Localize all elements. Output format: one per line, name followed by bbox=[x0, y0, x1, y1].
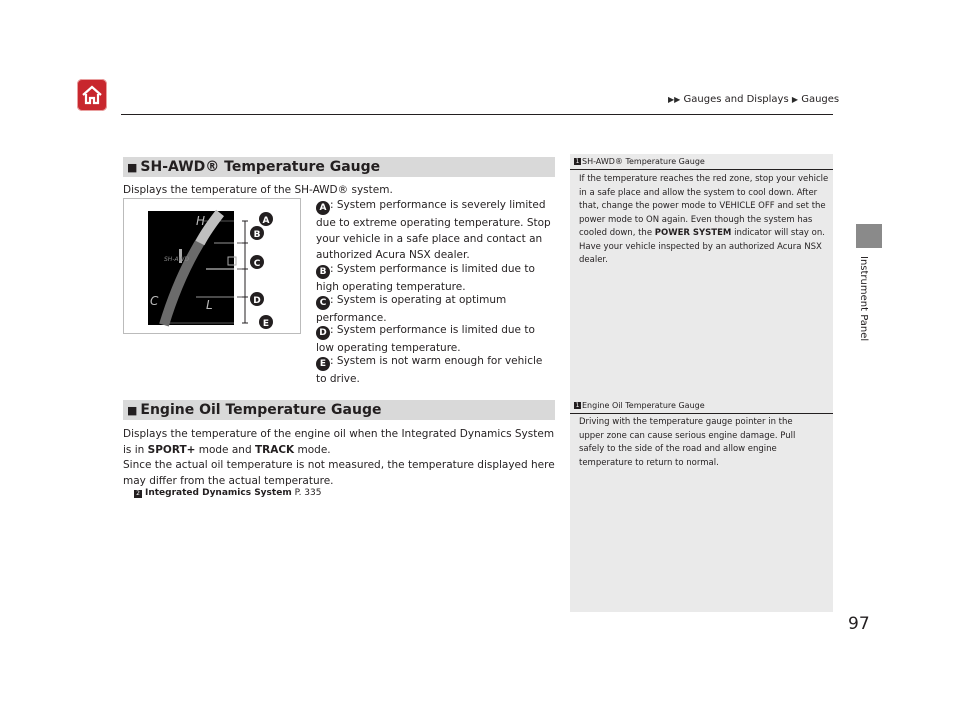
xref-page: P. 335 bbox=[291, 488, 322, 498]
breadcrumb-arrow-icon: ▶▶ bbox=[668, 95, 681, 104]
mode-name: TRACK bbox=[254, 444, 295, 456]
label-d-badge: D bbox=[316, 326, 330, 340]
note-text: If the temperature reaches the red zone, stop your vehicle in a safe place and allow the system to cool down. After that, change the power mode to VEHICLE OFF and set the power mode to ON again. Even though the system has cooled down, the bbox=[579, 174, 829, 238]
note-title bbox=[574, 157, 705, 166]
cross-reference-link[interactable] bbox=[134, 488, 322, 498]
mode-name: SPORT+ bbox=[147, 444, 196, 456]
note-title bbox=[574, 401, 705, 410]
list-item bbox=[316, 322, 556, 356]
note-rule bbox=[570, 169, 833, 170]
list-item bbox=[316, 292, 556, 326]
item-text: : System is not warm enough for vehicle to drive. bbox=[316, 355, 543, 385]
label-c-badge: C bbox=[316, 296, 330, 310]
item-text: : System performance is severely limited due to extreme operating temperature. Stop your vehicle in a safe place and contact an authorized Acura NSX dealer. bbox=[316, 199, 551, 261]
breadcrumb-arrow-icon: ▶ bbox=[791, 95, 799, 104]
gauge-graphic bbox=[124, 199, 302, 335]
note-body bbox=[579, 173, 829, 268]
list-item bbox=[316, 261, 556, 295]
note-icon: 1 bbox=[575, 402, 580, 409]
note-text: indicator will stay on. Have your vehicle inspected by an authorized Acura NSX dealer. bbox=[579, 228, 825, 265]
label-e-badge: E bbox=[316, 357, 330, 371]
cross-reference-icon: 2 bbox=[134, 490, 142, 498]
paragraph-text: mode. bbox=[294, 444, 331, 456]
gauge-low-label: L bbox=[206, 298, 213, 312]
svg-text:A: A bbox=[262, 216, 270, 226]
gauge-hot-label: H bbox=[196, 214, 206, 228]
section-title: SH-AWD® Temperature Gauge bbox=[140, 159, 381, 175]
page-number: 97 bbox=[848, 614, 870, 634]
section-heading bbox=[123, 400, 555, 420]
svg-text:D: D bbox=[253, 296, 261, 306]
note-icon: 1 bbox=[575, 158, 580, 165]
svg-text:SH-AWD: SH-AWD bbox=[164, 256, 190, 263]
note-title-text: Engine Oil Temperature Gauge bbox=[582, 401, 705, 410]
paragraph-text: Displays the temperature of the engine oil when the Integrated Dynamics System is in bbox=[123, 428, 555, 456]
section-heading bbox=[123, 157, 555, 177]
svg-text:E: E bbox=[262, 319, 270, 329]
paragraph-text: mode and bbox=[195, 444, 255, 456]
chapter-tab[interactable] bbox=[856, 224, 882, 248]
home-button[interactable] bbox=[77, 79, 107, 111]
gauge-cold-label: C bbox=[150, 294, 159, 308]
label-a-badge: A bbox=[316, 201, 330, 215]
label-b-badge: B bbox=[316, 265, 330, 279]
list-item bbox=[316, 197, 556, 263]
item-text: : System performance is limited due to high operating temperature. bbox=[316, 263, 535, 293]
note-bold-text: POWER SYSTEM bbox=[654, 228, 732, 238]
gauge-illustration bbox=[123, 198, 301, 334]
breadcrumb-item[interactable]: Gauges and Displays bbox=[683, 94, 789, 105]
svg-text:B: B bbox=[253, 230, 261, 240]
paragraph bbox=[123, 426, 555, 458]
list-item bbox=[316, 353, 556, 387]
item-text: : System is operating at optimum performance. bbox=[316, 294, 507, 324]
header-rule bbox=[121, 114, 833, 115]
chapter-label: Instrument Panel bbox=[858, 256, 869, 342]
note-rule bbox=[570, 413, 833, 414]
item-text: : System performance is limited due to low operating temperature. bbox=[316, 324, 535, 354]
breadcrumb-item[interactable]: Gauges bbox=[801, 94, 840, 105]
square-bullet-icon: ■ bbox=[127, 404, 138, 417]
svg-text:C: C bbox=[253, 259, 261, 269]
intro-text: Displays the temperature of the SH-AWD® system. bbox=[123, 184, 393, 196]
breadcrumb bbox=[668, 94, 839, 105]
square-bullet-icon: ■ bbox=[127, 161, 138, 174]
note-title-text: SH-AWD® Temperature Gauge bbox=[582, 157, 705, 166]
xref-title: Integrated Dynamics System bbox=[145, 488, 292, 498]
home-icon bbox=[80, 83, 104, 107]
note-body: Driving with the temperature gauge pointer in the upper zone can cause serious engine damage. Pull safely to the side of the road and allow engine temperature to return to normal. bbox=[579, 417, 796, 468]
section-title: Engine Oil Temperature Gauge bbox=[140, 402, 382, 418]
paragraph: Since the actual oil temperature is not measured, the temperature displayed here may differ from the actual temperature. bbox=[123, 459, 555, 487]
